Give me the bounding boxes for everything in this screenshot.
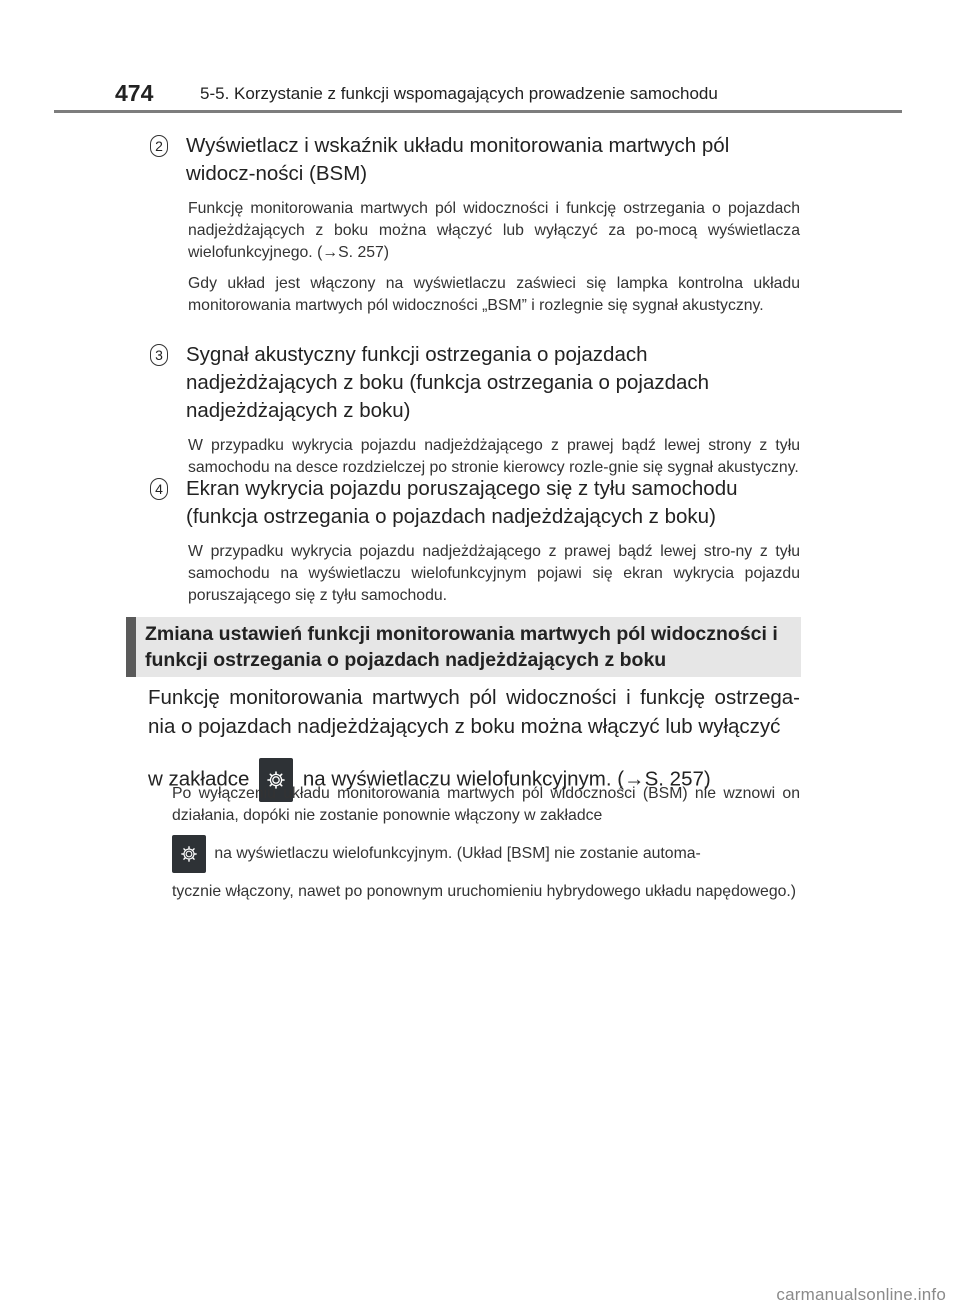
note-paragraph xyxy=(172,783,800,903)
item-title: Ekran wykrycia pojazdu poruszającego się z tyłu samochodu (funkcja ostrzegania o pojazdach nadjeżdżających z boku) xyxy=(186,477,738,528)
gear-icon-glyph xyxy=(181,846,197,862)
item-number-badge: 3 xyxy=(150,344,168,366)
section-accent-bar xyxy=(126,617,136,677)
item-description: W przypadku wykrycia pojazdu nadjeżdżającego z prawej bądź lewej stro-ny z tyłu samochodu na wyświetlaczu wielofunkcyjnym pojawi się ekran wykrycia pojazdu poruszającego się z tyłu samochodu. xyxy=(188,543,800,604)
settings-gear-icon xyxy=(172,835,206,873)
page-header xyxy=(0,0,960,114)
main-paragraph-text: Funkcję monitorowania martwych pól widoczności i funkcję ostrzega-nia o pojazdach nadjeżdżających z boku można włączyć lub wyłączyć xyxy=(148,686,800,738)
item-2 xyxy=(150,132,800,317)
item-4 xyxy=(150,475,800,607)
item-title: Wyświetlacz i wskaźnik układu monitorowania martwych pól widocz-ności (BSM) xyxy=(186,134,730,185)
page-number: 474 xyxy=(115,80,154,106)
note-text: tycznie włączony, nawet po ponownym uruchomieniu hybrydowego układu napędowego.) xyxy=(172,883,797,901)
section-heading xyxy=(126,617,801,677)
site-watermark: carmanualsonline.info xyxy=(776,1285,946,1304)
note-text: Po wyłączeniu układu monitorowania martwych pól widoczności (BSM) nie wznowi on działania, dopóki nie zostanie ponownie włączony w zakładce xyxy=(172,785,800,824)
chapter-title: 5-5. Korzystanie z funkcji wspomagających prowadzenie samochodu xyxy=(200,84,718,103)
item-number-badge: 2 xyxy=(150,135,168,157)
item-description: Gdy układ jest włączony na wyświetlaczu zaświeci się lampka kontrolna układu monitorowania martwych pól widoczności „BSM” i rozlegnie się sygnał akustyczny. xyxy=(188,275,800,314)
main-paragraph-text: na wyświetlaczu wielofunkcyjnym. (→S. 257) xyxy=(302,767,711,791)
note-text: na wyświetlaczu wielofunkcyjnym. (Układ [BSM] nie zostanie automa- xyxy=(214,845,701,863)
section-title: Zmiana ustawień funkcji monitorowania martwych pól widoczności i funkcji ostrzegania o pojazdach nadjeżdżających z boku xyxy=(145,623,778,671)
header-divider xyxy=(54,110,902,113)
item-description: W przypadku wykrycia pojazdu nadjeżdżającego z prawej bądź lewej strony z tyłu samochodu na desce rozdzielczej po stronie kierowcy rozle-gnie się sygnał akustyczny. xyxy=(188,437,800,476)
item-number-badge: 4 xyxy=(150,478,168,500)
item-title: Sygnał akustyczny funkcji ostrzegania o pojazdach nadjeżdżających z boku (funkcja ostrzegania o pojazdach nadjeżdżających z boku) xyxy=(186,343,710,422)
item-description: Funkcję monitorowania martwych pól widoczności i funkcję ostrzegania o pojazdach nadjeżdżających z boku można włączyć lub wyłączyć za po-mocą wyświetlacza wielofunkcyjnego. (→S. 257) xyxy=(188,200,800,261)
item-3 xyxy=(150,341,800,479)
main-paragraph-text: w zakładce xyxy=(148,767,250,791)
note-icon-line xyxy=(172,835,800,873)
